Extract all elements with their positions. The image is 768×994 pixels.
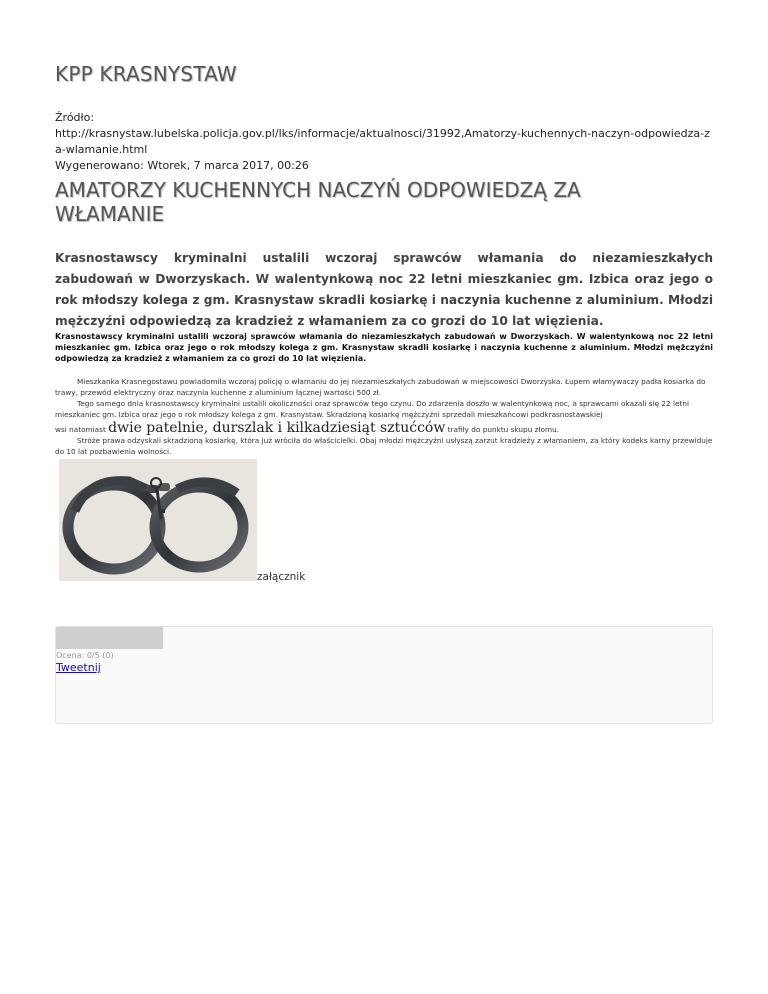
paragraph-4: Stróże prawa odzyskali skradzioną kosiarkę, która już wróciła do właścicielki. Obaj młodzi mężczyźni usłyszą zarzut kradzieży z włamaniem, za który kodeks karny przewiduje do 10 lat pozbawienia wolności. xyxy=(55,436,713,456)
handcuffs-image xyxy=(59,459,257,581)
article-lead-repeat: Krasnostawscy kryminalni ustalili wczoraj sprawców włamania do niezamieszkałych zabudowań w Dworzyskach. W walentynkową noc 22 letni mieszkaniec gm. Izbica oraz jego o rok młodszy kolega z gm. Krasnystaw skradli kosiarkę i naczynia kuchenne z aluminium. Młodzi mężczyźni odpowiedzą za kradzież z włamaniem za co grozi do 10 lat więzienia. xyxy=(55,332,713,363)
paragraph-2: Tego samego dnia krasnostawscy kryminalni ustalili okoliczności oraz sprawców tego czynu. Do zdarzenia doszło w walentynkową noc, a sprawcami okazali się 22 letni mieszkaniec gm. Izbica oraz jego o rok młodszy kolega z gm. Krasnystaw. Skradzioną kosiarkę mężczyźni sprzedali mieszkańcowi podkrasnostawskiej xyxy=(55,399,690,419)
source-block xyxy=(55,110,715,174)
paragraph-3 xyxy=(55,420,713,436)
paragraph-3-start: wsi natomiast xyxy=(55,425,109,434)
article-title: AMATORZY KUCHENNYCH NACZYŃ ODPOWIEDZĄ ZA WŁAMANIE xyxy=(55,178,581,226)
rating-stars[interactable] xyxy=(56,627,163,649)
rating-text: Ocena: 0/5 (0) xyxy=(56,651,114,660)
article-lead: Krasnostawscy kryminalni ustalili wczoraj sprawców włamania do niezamieszkałych zabudowań w Dworzyskach. W walentynkową noc 22 letni mieszkaniec gm. Izbica oraz jego o rok młodszy kolega z gm. Krasnystaw skradli kosiarkę i naczynia kuchenne z aluminium. Młodzi mężczyźni odpowiedzą za kradzież z włamaniem za co grozi do 10 lat więzienia. xyxy=(55,251,713,328)
tweet-link[interactable]: Tweetnij xyxy=(56,661,101,674)
attachment-image[interactable] xyxy=(59,459,257,581)
source-label: Źródło: xyxy=(55,111,95,124)
attachment-label[interactable]: załącznik xyxy=(257,571,306,583)
rating-box xyxy=(55,626,713,724)
generated-date: Wygenerowano: Wtorek, 7 marca 2017, 00:26 xyxy=(55,159,309,172)
paragraph-3-end: trafiły do punktu skupu złomu. xyxy=(445,425,560,434)
paragraph-1: Mieszkanka Krasnegostawu powiadomiła wczoraj policję o włamaniu do jej niezamieszkałych zabudowań w miejscowości Dworzyska. Łupem włamywaczy padła kosiarka do trawy, przewód elektryczny oraz naczynia kuchenne z aluminium łącznej wartości 500 zł. xyxy=(55,377,706,397)
site-title: KPP KRASNYSTAW xyxy=(55,62,237,86)
paragraph-3-highlight: dwie patelnie, durszlak i kilkadziesiąt sztućców xyxy=(108,420,446,436)
article-body xyxy=(55,376,713,457)
source-url: http://krasnystaw.lubelska.policja.gov.pl/lks/informacje/aktualnosci/31992,Amatorzy-kuchennych-naczyn-odpowiedza-za-wlamanie.html xyxy=(55,127,710,156)
